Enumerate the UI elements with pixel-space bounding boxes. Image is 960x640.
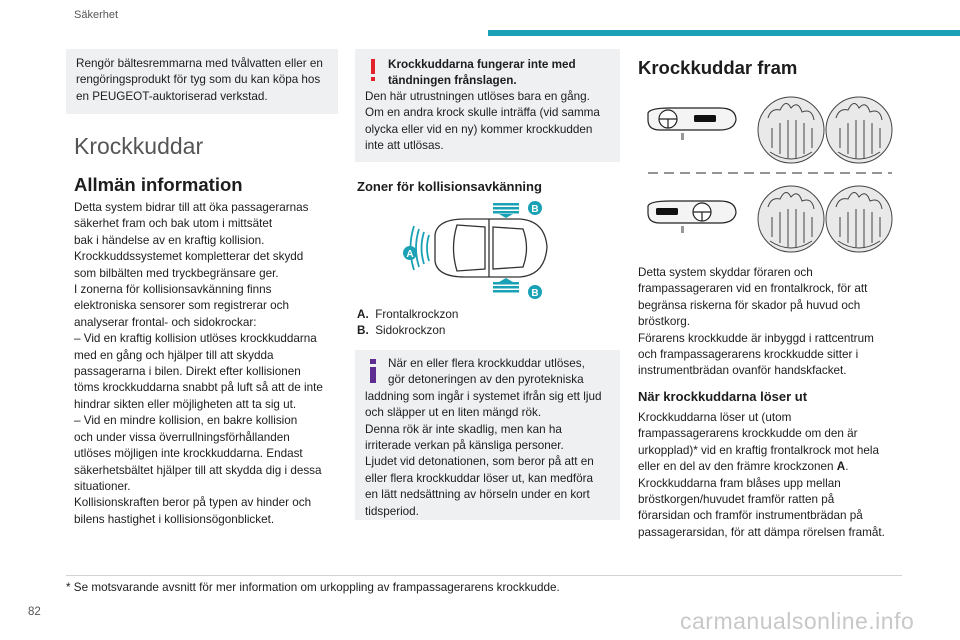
airbag-head-passenger-bottom (758, 186, 824, 252)
legend-item-a (357, 307, 617, 323)
warning-line: inte att utlösas. (365, 139, 444, 153)
text-line: och frampassagerarens krockkudde sitter i (638, 348, 859, 362)
text-line: som bilbälten med tryckbegränsare ger. (74, 266, 279, 280)
text-line: Kollisionskraften beror på typen av hinder och (74, 496, 312, 510)
front-airbags-title: Krockkuddar fram (638, 57, 798, 78)
zone-legend (357, 307, 617, 340)
footnote: * Se motsvarande avsnitt för mer information om urkoppling av frampassagerarens krockkudde. (66, 581, 560, 594)
warning-head-line: tändningen frånslagen. (388, 74, 517, 87)
side-zone-bottom (493, 278, 519, 293)
passenger-airbag-flap (656, 208, 678, 215)
info-line: Denna rök är inte skadlig, men kan ha (365, 422, 562, 436)
page-number: 82 (28, 606, 41, 618)
legend-text: Sidokrockzon (375, 324, 446, 338)
legend-item-b (357, 323, 617, 339)
text-line: förarsidan och framför instrumentbrädan på (638, 509, 863, 523)
text-line: Krockkuddarna löser ut (utom (638, 411, 792, 424)
text-line: bak i händelse av en kraftig kollision. (74, 233, 265, 247)
side-zone-top (493, 203, 519, 218)
zone-marker-b-bottom (528, 285, 542, 299)
watermark: carmanualsonline.info (680, 608, 915, 634)
text-line: I zonerna för kollisionsavkänning finns (74, 283, 272, 297)
front-airbag-diagram (640, 88, 895, 258)
text-line: töms krockkuddarna snabbt på luft så att de inte (74, 381, 323, 395)
collision-zone-diagram (395, 197, 555, 303)
text-line: begränsa riskerna för skador på huvud och (638, 298, 861, 312)
text-line: med en gång och hjälper till att skydda (74, 348, 274, 362)
text-line: instrumentbrädan ovanför handskfacket. (638, 364, 847, 378)
info-line: När en eller flera krockkuddar utlöses, (388, 357, 585, 370)
zone-label-b: B (531, 204, 539, 215)
info-icon (370, 359, 376, 383)
info-line: eller flera krockkuddar löser ut, kan medföra (365, 471, 594, 485)
text-line: Krockkuddarna fram blåses upp mellan (638, 476, 841, 490)
info-line: och släpper ut en liten mängd rök. (365, 406, 542, 420)
text-line: frampassageraren vid en frontalkrock, för att (638, 282, 868, 296)
general-info-text (74, 200, 342, 528)
info-line: en lätt nedsättning av hörseln under en kort (365, 488, 590, 502)
info-line: Ljudet vid detonationen, som beror på att en (365, 455, 594, 469)
info-line: gör detoneringen av den pyrotekniska (388, 373, 584, 387)
protection-text (638, 265, 900, 380)
zone-marker-b-top (528, 201, 542, 215)
text-line: utlöses möjligen inte krockkuddarna. Endast (74, 447, 303, 461)
text-line: Förarens krockkudde är inbyggd i rattcentrum (638, 331, 874, 345)
zone-label-a: A (406, 249, 414, 260)
header-accent-bar (488, 30, 960, 36)
text-fragment: . (845, 460, 849, 474)
text-fragment: eller en del av den främre krockzonen (638, 460, 837, 474)
info-line: irriterade verkan på känsliga personer. (365, 439, 564, 453)
deployment-title: När krockkuddarna löser ut (638, 389, 808, 404)
warning-head-line: Krockkuddarna fungerar inte med (388, 58, 576, 71)
knee-marker (681, 133, 684, 140)
info-box (355, 350, 620, 520)
text-line (638, 459, 900, 475)
exclamation-icon (368, 59, 378, 83)
text-line: Krockkuddssystemet kompletterar det skydd (74, 250, 304, 264)
chapter-title: Krockkuddar (74, 133, 204, 159)
text-line: säkerhet fram och bak utom i mittsätet (74, 217, 273, 231)
text-line: bröstkorg. (638, 315, 690, 329)
knee-marker (681, 226, 684, 233)
airbag-head-driver-top (758, 97, 824, 163)
warning-line: Om en andra krock skulle inträffa (vid samma (365, 106, 600, 120)
info-line: laddning som ingår i systemet ifrån sig ett ljud (365, 389, 602, 403)
dashboard-top (648, 108, 736, 130)
text-line: och under vissa överrullningsförhållanden (74, 430, 290, 444)
warning-line: olycka eller vid en ny) kommer krockkudden (365, 122, 593, 136)
text-line: situationer. (74, 479, 131, 493)
airbag-head-driver-bottom (826, 186, 892, 252)
zone-label-b: B (531, 288, 539, 299)
passenger-airbag-flap (694, 115, 716, 122)
text-line: – Vid en mindre kollision, en bakre kollision (74, 414, 298, 428)
text-line: elektroniska sensorer som registrerar och (74, 299, 290, 313)
text-line: passagerarsidan, för att dämpa rörelsen framåt. (638, 525, 885, 539)
car-outline (435, 219, 547, 277)
warning-box (355, 49, 620, 162)
text-line: bilens hastighet i kollisionsögonblicket. (74, 512, 275, 526)
page-header-section: Säkerhet (74, 9, 119, 21)
text-line: frampassagerarens krockkudde om den är (638, 427, 858, 441)
legend-text: Frontalkrockzon (375, 308, 459, 321)
text-line: Detta system skyddar föraren och (638, 266, 813, 279)
legend-key: B. (357, 324, 369, 338)
legend-key: A. (357, 308, 369, 321)
text-line: urkopplad)* vid en kraftig frontalkrock mot hela (638, 443, 880, 457)
text-line: säkerhetsbältet hjälper till att skydda dig i dessa (74, 463, 322, 477)
cleaning-note-box (66, 49, 338, 114)
deployment-text (638, 410, 900, 541)
warning-line: Den här utrustningen utlöses bara en gång. (365, 90, 590, 103)
text-line: analyserar frontal- och sidokrockar: (74, 315, 257, 329)
text-line: Detta system bidrar till att öka passagerarnas (74, 201, 309, 214)
footnote-rule (66, 575, 902, 576)
text-line: – Vid en kraftig kollision utlöses krockkuddarna (74, 332, 317, 346)
text-line: bröstkorgen/huvudet framför ratten på (638, 493, 835, 507)
text-line: hindrar sikten eller möjligheten att ta sig ut. (74, 397, 297, 411)
info-line: tidsperiod. (365, 504, 419, 518)
airbag-head-passenger-top (826, 97, 892, 163)
zones-title: Zoner för kollisionsavkänning (357, 179, 542, 194)
general-info-title: Allmän information (74, 174, 243, 195)
zone-reference: A (836, 460, 846, 474)
zone-marker-a (403, 246, 417, 260)
text-line: passagerarna i bilen. Direkt efter kollisionen (74, 365, 301, 379)
cleaning-note-text: Rengör bältesremmarna med tvålvatten eller en rengöringsprodukt för tyg som du kan köpa hos en PEUGEOT-auktoriserad verkstad. (76, 57, 323, 103)
